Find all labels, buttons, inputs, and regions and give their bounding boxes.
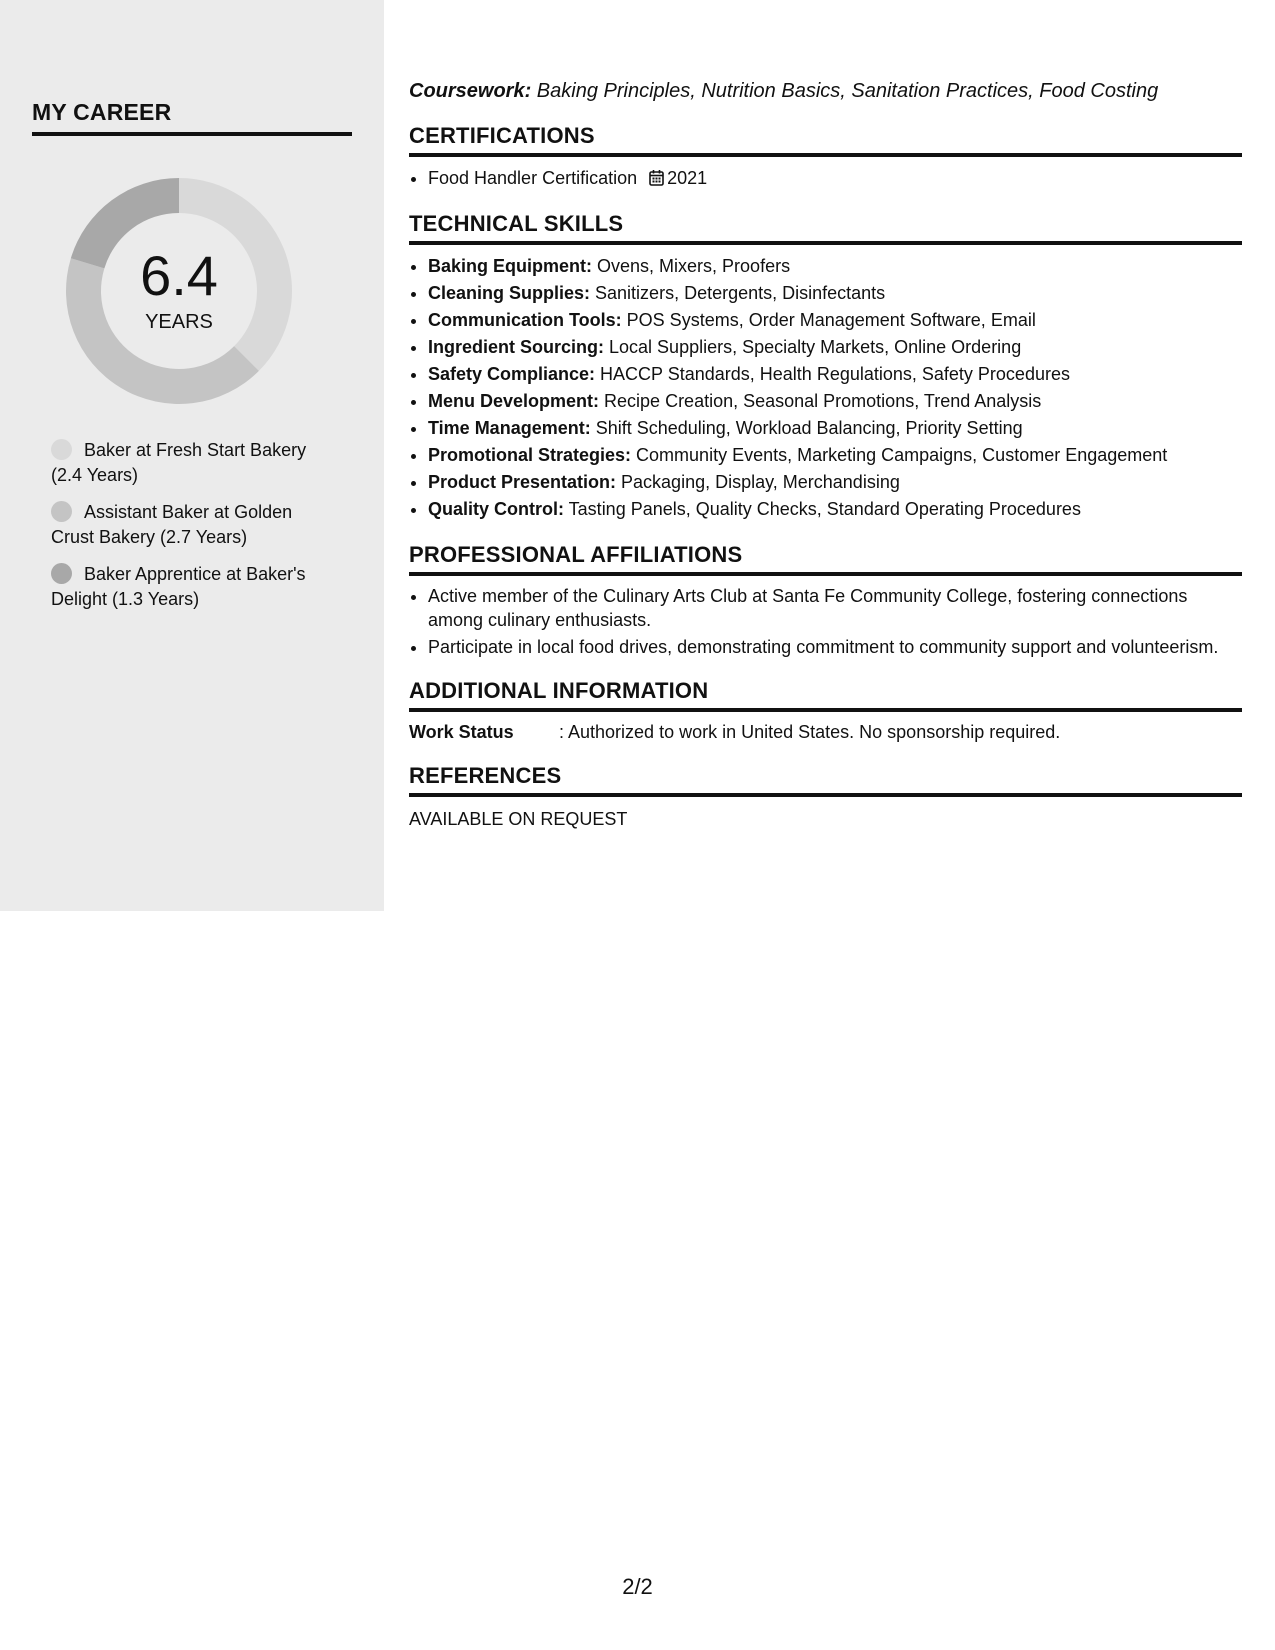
legend-dot-icon xyxy=(51,563,72,584)
legend-dot-icon xyxy=(51,501,72,522)
calendar-icon xyxy=(649,169,664,186)
skill-label: Cleaning Supplies: xyxy=(428,283,591,303)
skill-label: Safety Compliance: xyxy=(428,364,596,384)
donut-center xyxy=(64,176,294,406)
page-number: 2/2 xyxy=(622,1574,653,1599)
coursework-label: Coursework: xyxy=(409,80,532,102)
certification-year: 2021 xyxy=(667,168,708,188)
legend-item xyxy=(51,500,331,550)
skill-item xyxy=(428,280,1242,307)
skill-item xyxy=(428,415,1242,442)
legend-item xyxy=(51,562,331,612)
skill-value: Recipe Creation, Seasonal Promotions, Trend Analysis xyxy=(599,391,1042,411)
skill-label: Promotional Strategies: xyxy=(428,445,632,465)
coursework-line xyxy=(409,78,1242,104)
skill-item xyxy=(428,388,1242,415)
skill-item xyxy=(428,307,1242,334)
skill-label: Ingredient Sourcing: xyxy=(428,337,605,357)
legend-item xyxy=(51,438,331,488)
total-years-unit: YEARS xyxy=(145,311,213,333)
skill-item xyxy=(428,469,1242,496)
skill-item xyxy=(428,361,1242,388)
technical-skills-list xyxy=(409,253,1242,523)
total-years-value: 6.4 xyxy=(140,244,218,307)
affiliations-heading: PROFESSIONAL AFFILIATIONS xyxy=(409,541,1242,576)
certification-item xyxy=(428,165,1242,192)
additional-info-heading: ADDITIONAL INFORMATION xyxy=(409,677,1242,712)
legend-label: Baker Apprentice at Baker's Delight (1.3 Years) xyxy=(51,564,306,609)
career-title: MY CAREER xyxy=(32,99,352,136)
certification-name: Food Handler Certification xyxy=(428,168,638,188)
career-legend xyxy=(51,438,331,624)
skill-label: Time Management: xyxy=(428,418,591,438)
skill-value: Shift Scheduling, Workload Balancing, Priority Setting xyxy=(590,418,1023,438)
skill-value: HACCP Standards, Health Regulations, Safety Procedures xyxy=(595,364,1070,384)
affiliations-list xyxy=(409,584,1242,659)
resume-main xyxy=(409,78,1242,831)
affiliation-item: • Participate in local food drives, demonstrating commitment to community support and volunteerism. xyxy=(428,635,1242,659)
legend-dot-icon xyxy=(51,439,72,460)
skill-value: Sanitizers, Detergents, Disinfectants xyxy=(590,283,886,303)
certifications-heading: CERTIFICATIONS xyxy=(409,122,1242,157)
skill-value: Tasting Panels, Quality Checks, Standard Operating Procedures xyxy=(564,499,1081,519)
skill-label: Baking Equipment: xyxy=(428,256,593,276)
skill-label: Quality Control: xyxy=(428,499,564,519)
skill-item xyxy=(428,442,1242,469)
skill-value: Local Suppliers, Specialty Markets, Online Ordering xyxy=(604,337,1022,357)
skill-item xyxy=(428,334,1242,361)
skill-value: Packaging, Display, Merchandising xyxy=(616,472,900,492)
work-status-value: : Authorized to work in United States. No sponsorship required. xyxy=(559,722,1061,742)
skill-label: Menu Development: xyxy=(428,391,600,411)
skill-value: Ovens, Mixers, Proofers xyxy=(592,256,791,276)
legend-label: Assistant Baker at Golden Crust Bakery (2.7 Years) xyxy=(51,502,293,547)
skill-item xyxy=(428,253,1242,280)
coursework-text: Baking Principles, Nutrition Basics, Sanitation Practices, Food Costing xyxy=(531,80,1159,102)
certification-date xyxy=(649,168,707,188)
affiliation-item: • Active member of the Culinary Arts Club at Santa Fe Community College, fostering connections among culinary enthusiasts. xyxy=(428,584,1242,632)
skill-value: POS Systems, Order Management Software, Email xyxy=(621,310,1036,330)
skill-value: Community Events, Marketing Campaigns, Customer Engagement xyxy=(631,445,1168,465)
skill-item xyxy=(428,496,1242,523)
career-donut-chart xyxy=(64,176,294,406)
certifications-list xyxy=(409,165,1242,192)
work-status-label: Work Status xyxy=(409,722,514,742)
references-text: AVAILABLE ON REQUEST xyxy=(409,809,628,829)
career-sidebar xyxy=(0,0,384,911)
skill-label: Product Presentation: xyxy=(428,472,617,492)
work-status-row xyxy=(409,720,1242,744)
references-heading: REFERENCES xyxy=(409,762,1242,797)
technical-skills-heading: TECHNICAL SKILLS xyxy=(409,210,1242,245)
skill-label: Communication Tools: xyxy=(428,310,622,330)
legend-label: Baker at Fresh Start Bakery (2.4 Years) xyxy=(51,440,307,485)
